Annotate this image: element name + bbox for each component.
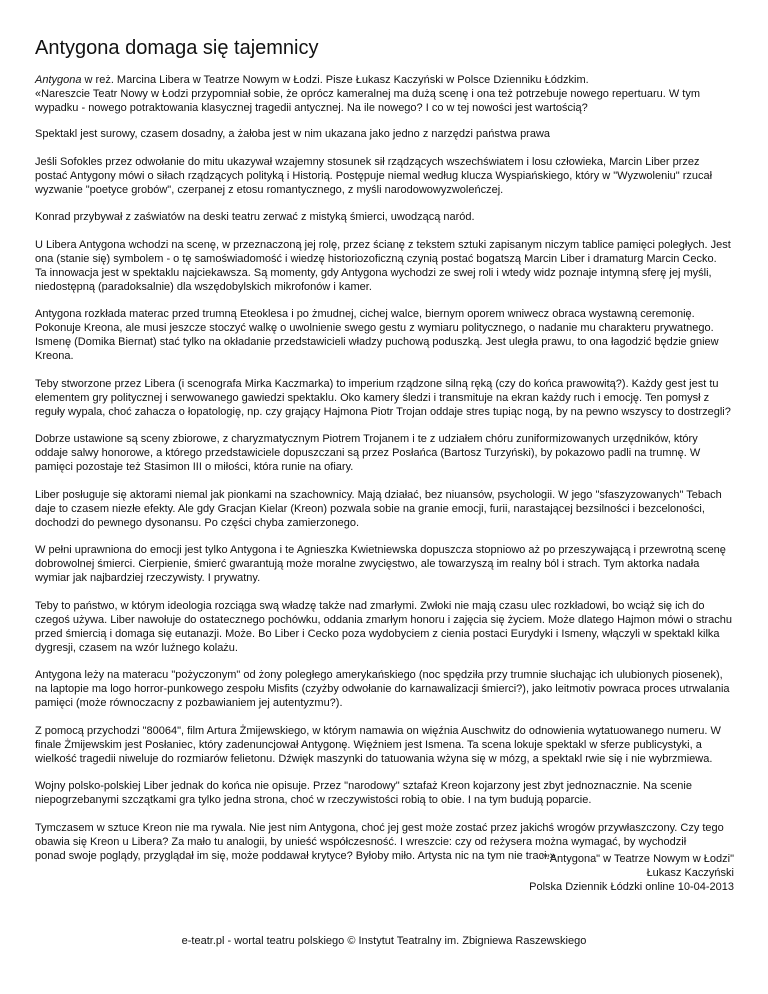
paragraph-text: Antygona rozkłada materac przed trumną Eteoklesa i po żmudnej, cichej walce, biernym oporem wniwecz obraca wystawną ceremonię. Pokonuje Kreona, ale musi jeszcze stoczyć walkę o uwolnienie swego gestu z wymiaru politycznego, o nadanie mu charakteru prywatnego. bbox=[35, 308, 714, 334]
paragraph-text: Ta innowacja jest w spektaklu najciekawsza. Są momenty, gdy Antygona wychodzi ze swej roli i wtedy widz poznaje intymną sferę jej myśli, niedostępną (paradoksalnie) dla wszędobylskich mikrofonów i kamer. bbox=[35, 266, 712, 293]
article-paragraph bbox=[35, 155, 733, 197]
article-paragraph bbox=[35, 432, 733, 474]
paragraph-text: Spektakl jest surowy, czasem dosadny, a żałoba jest w nim ukazana jako jedno z narzędzi państwa prawa bbox=[35, 128, 551, 140]
paragraph-text: Z pomocą przychodzi "80064", film Artura Żmijewskiego, w którym namawia on więźnia Auschwitz do odnowienia wytatuowanego numeru. W finale Żmijewskim jest Posłaniec, który zadenuncjował Antygonę. Więźniem jest Ismena. Ta scena lokuje spektakl w sferze publicystyki, a wielkość tragedii niweluje do rozmiarów felietonu. Dźwięk maszynki do tatuowania wżyna się w mózg, a spektakl rwie się i nie wybrzmiewa. bbox=[35, 724, 721, 765]
article-paragraph bbox=[35, 238, 733, 294]
article-paragraph bbox=[35, 668, 733, 710]
paragraph-text: Dobrze ustawione są sceny zbiorowe, z charyzmatycznym Piotrem Trojanem i te z udziałem chóru zuniformizowanych urzędników, który oddaje salwy honorowe, a którego przedstawiciele dopuszczani są przez Posłańca (Bartosz Turzyński), by pokazowo padli na trumnę. W pamięci pozostaje też Stasimon III o miłości, która runie na ofiary. bbox=[35, 433, 701, 473]
paragraph-text: ponad swoje poglądy, przyglądał im się, może poddawał krytyce? Byłoby miło. Artysta nic na tym nie traci.» bbox=[35, 849, 556, 862]
article-paragraph bbox=[35, 377, 733, 419]
paragraph-text: Jeśli Sofokles przez odwołanie do mitu ukazywał wzajemny stosunek sił rządzących wszechświatem i losu człowieka, Marcin Liber przez postać Antygony mówi o siłach rządzących polityką i Historią. Postępuje niemal według klucza Wyspiańskiego, który w "Wyzwoleniu" rzucał wyzwanie "poetyce grobów", czerpanej z etosu romantycznego, z myśli narodowowyzwoleńczej. bbox=[35, 155, 713, 196]
paragraph-text: Ismenę (Domika Biernat) stać tylko na okładanie przedstawicieli władzy puchową poduszką. Jest uległa prawu, to ona łagodzić będzie gniew Kreona. bbox=[35, 336, 719, 362]
intro-title-word: Antygona bbox=[35, 74, 82, 86]
paragraph-text: Teby to państwo, w którym ideologia rozciąga swą władzę także nad zmarłymi. Zwłoki nie mają czasu ulec rozkładowi, bo wciąż się ich do czegoś używa. Liber nawołuje do ostatecznego pochówku, oddania zmarłym honoru i zajęcia się życiem. Może dlatego Hajmon mówi o strachu przed śmiercią i domaga się eutanazji. Może. Bo Liber i Cecko poza wydobyciem z cienia postaci Eurydyki i Ismeny, włączyli w spektakl kilka dygresji, czasem na wzór luźnego kolażu. bbox=[35, 599, 733, 654]
article-paragraph bbox=[35, 307, 733, 363]
paragraph-text: Wojny polsko-polskiej Liber jednak do końca nie opisuje. Przez "narodowy" sztafaż Kreon kojarzony jest zbyt jednoznacznie. Na scenie niepogrzebanymi szczątkami gra tylko jedna strona, choć w rzeczywistości robią to obie. I na tym budują poparcie. bbox=[35, 780, 692, 806]
article-title: Antygona domaga się tajemnicy bbox=[35, 37, 319, 59]
article-paragraph bbox=[35, 779, 733, 807]
article-paragraph bbox=[35, 724, 733, 766]
article-paragraph bbox=[35, 599, 733, 655]
article-paragraph bbox=[35, 488, 733, 530]
intro-line-2: «Nareszcie Teatr Nowy w Łodzi przypomniał sobie, że oprócz kameralnej ma dużą scenę i ona też potrzebuje nowego repertuaru. W tym wypadku - nowego potraktowania klasycznej tragedii antycznej. Na ile nowego? I co w tej nowości jest wartością? bbox=[35, 88, 701, 114]
article-intro bbox=[35, 73, 733, 115]
paragraph-text: Tymczasem w sztuce Kreon nie ma rywala. Nie jest nim Antygona, choć jej gest może zostać przez jakichś wrogów przywłaszczony. Czy tego obawia się Kreon u Libera? Za mało tu analogii, by unieść współczesność. I wreszcie: czy od reżysera można wymagać, by wychodził bbox=[35, 821, 724, 848]
article-credits bbox=[529, 852, 734, 894]
article-paragraph bbox=[35, 543, 733, 585]
intro-line-1-rest: w reż. Marcina Libera w Teatrze Nowym w Łodzi. Pisze Łukasz Kaczyński w Polsce Dzienniku Łódzkim. bbox=[81, 74, 589, 86]
article-body bbox=[35, 127, 733, 863]
article-paragraph bbox=[35, 210, 733, 224]
page-footer: e-teatr.pl - wortal teatru polskiego © Instytut Teatralny im. Zbigniewa Raszewskiego bbox=[181, 935, 587, 947]
credits-title: ""Antygona" w Teatrze Nowym w Łodzi" bbox=[541, 853, 734, 865]
intro-line-1 bbox=[35, 73, 733, 87]
credits-author: Łukasz Kaczyński bbox=[646, 867, 734, 879]
paragraph-text: Antygona leży na materacu "pożyczonym" od żony poległego amerykańskiego (noc spędziła przy trumnie słuchając ich ulubionych piosenek), na laptopie ma logo horror-punkowego zespołu Misfits (czyżby odwołanie do karnawalizacji śmierci?), jako leitmotiv powraca proces utrwalania pamięci (może równoczacny z pozbawianiem jej autentyzmu?). bbox=[35, 669, 730, 709]
paragraph-text: W pełni uprawniona do emocji jest tylko Antygona i te Agnieszka Kwietniewska dopuszcza stopniowo aż po przeszywającą i przewrotną scenę dobrowolnej śmierci. Cierpienie, śmierć gwarantują może moralne zwycięstwo, ale towarzyszą im realny ból i strach. Tym aktorka nadała wymiar jak najbardziej rzeczywisty. I prywatny. bbox=[35, 544, 726, 584]
paragraph-text: Liber posługuje się aktorami niemal jak pionkami na szachownicy. Mają działać, bez niuansów, psychologii. W jego "sfaszyzowanych" Tebach daje to czasem niezłe efekty. Ale gdy Gracjan Kielar (Kreon) pozwala sobie na granie emocji, furii, narastającej bezsilności i bezceloności, dochodzi do pewnego dysonansu. Po części chyba zamierzonego. bbox=[35, 488, 722, 529]
paragraph-text: Teby stworzone przez Libera (i scenografa Mirka Kaczmarka) to imperium rządzone silną ręką (czy do końca prawowitą?). Każdy gest jest tu elementem gry politycznej i serwowanego gawiedzi spektaklu. Oko kamery śledzi i transmituje na ekran każdy ruch i emocję. Ten pomysł z reguły wypala, choć zahacza o łopatologię, np. czy grający Hajmona Piotr Trojan oddaje stres tupiąc nogą, by na pewno wszyscy to dostrzegli? bbox=[35, 377, 731, 418]
paragraph-text: Konrad przybywał z zaświatów na deski teatru zerwać z mistyką śmierci, uwodzącą naród. bbox=[35, 211, 475, 223]
paragraph-text: U Libera Antygona wchodzi na scenę, w przeznaczoną jej rolę, przez ścianę z tekstem sztuki zapisanym niczym tablice pamięci poległych. Jest ona (stanie się) symbolem - o tę samoświadomość i wiedzę historiozoficzną czynią postać bogatszą Marcin Liber i dramaturg Marcin Cecko. bbox=[35, 238, 731, 265]
credits-source: Polska Dziennik Łódzki online 10-04-2013 bbox=[529, 881, 734, 893]
article-paragraph bbox=[35, 127, 733, 141]
